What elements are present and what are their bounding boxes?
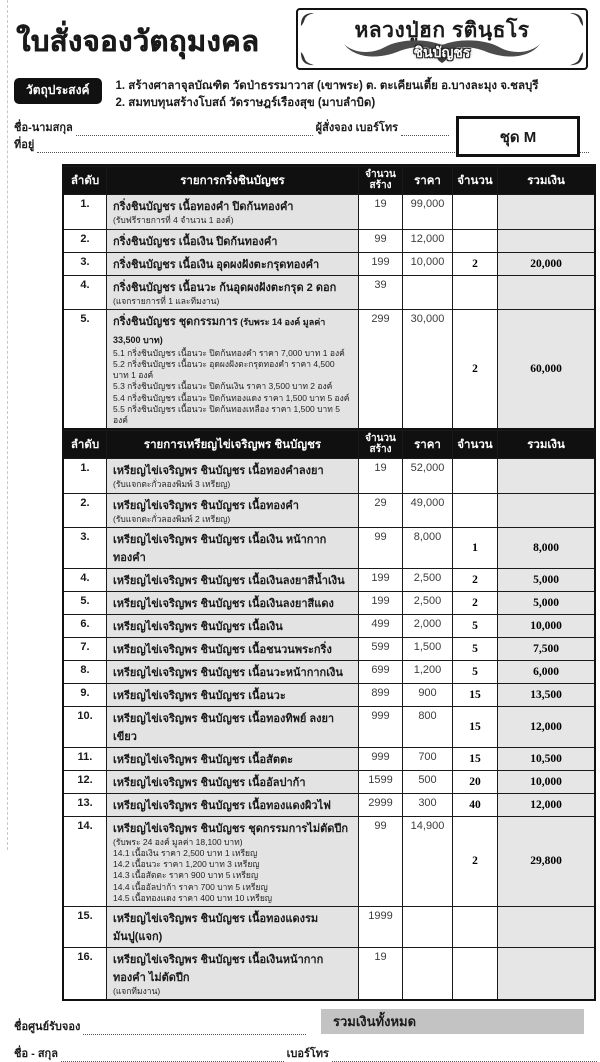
made-count-cell: 199 [358, 591, 402, 614]
column-header-line: ลำดับ [70, 174, 100, 187]
row-number-cell: 14. [64, 816, 106, 906]
made-count-cell: 999 [358, 747, 402, 770]
table-row [64, 493, 594, 527]
line-total-cell[interactable] [497, 275, 594, 309]
item-name: เหรียญไข่เจริญพร ชินบัญชร เนื้อทองคำลงยา [113, 465, 324, 478]
table-row [64, 458, 594, 492]
table-row [64, 275, 594, 309]
item-name: กริ่งชินบัญชร ชุดกรรมการ (รับพระ 14 องค์ มูลค่า 33,500 บาท) [113, 315, 326, 345]
purpose-item: 1. สร้างศาลาจุลบัณฑิต วัดป่าธรรมาวาส (เขาพระ) ต. ตะเคียนเตี้ย อ.บางละมุง จ.ชลบุรี [115, 80, 539, 92]
row-number-cell: 2. [64, 493, 106, 527]
item-description-cell [106, 660, 358, 683]
item-name: กริ่งชินบัญชร เนื้อเงิน อุดผงฝังตะกรุดทองคำ [113, 258, 320, 271]
price-cell: 12,000 [402, 229, 452, 252]
made-count-cell: 2999 [358, 793, 402, 816]
name-input-line[interactable] [76, 122, 313, 136]
item-name: กริ่งชินบัญชร เนื้อทองคำ ปิดก้นทองคำ [113, 201, 294, 214]
row-number-cell: 13. [64, 793, 106, 816]
item-subline: 5.1 กริ่งชินบัญชร เนื้อนวะ ปิดก้นทองคำ ราคา 7,000 บาท 1 องค์ [113, 347, 345, 358]
quantity-entry-cell[interactable]: 2 [452, 252, 497, 275]
item-name: เหรียญไข่เจริญพร ชินบัญชร เนื้อเงิน [113, 620, 283, 633]
page-title: ใบสั่งจองวัตถุมงคล [16, 26, 260, 58]
quantity-entry-cell[interactable] [452, 947, 497, 999]
column-header-line: ราคา [414, 438, 441, 451]
line-total-cell[interactable]: 10,000 [497, 770, 594, 793]
column-header-line: จำนวน [457, 438, 493, 451]
booking-center-input-line[interactable] [83, 1021, 306, 1035]
monk-name-box [296, 8, 588, 70]
booking-center-label: ชื่อศูนย์รับจอง [14, 1021, 81, 1034]
quantity-entry-cell[interactable]: 40 [452, 793, 497, 816]
item-description-cell [106, 527, 358, 568]
item-name: เหรียญไข่เจริญพร ชินบัญชร เนื้อสัตตะ [113, 753, 294, 766]
quantity-entry-cell[interactable]: 15 [452, 706, 497, 747]
line-total-cell[interactable] [497, 947, 594, 999]
item-subline: 5.5 กริ่งชินบัญชร เนื้อนวะ ปิดก้นทองเหลือง ราคา 1,500 บาท 5 องค์ [113, 403, 341, 426]
made-count-cell: 1599 [358, 770, 402, 793]
table-row [64, 614, 594, 637]
row-number-cell: 4. [64, 568, 106, 591]
table-row [64, 683, 594, 706]
line-total-cell[interactable]: 12,000 [497, 793, 594, 816]
quantity-entry-cell[interactable]: 2 [452, 591, 497, 614]
coin-order-table [62, 430, 596, 1001]
table-row [64, 194, 594, 228]
item-subline: 14.1 เนื้อเงิน ราคา 2,500 บาท 1 เหรียญ [113, 847, 258, 858]
table-row [64, 637, 594, 660]
price-cell: 52,000 [402, 458, 452, 492]
column-header-line: จำนวน [365, 169, 396, 181]
price-cell: 14,900 [402, 816, 452, 906]
quantity-entry-cell[interactable] [452, 229, 497, 252]
line-total-cell[interactable]: 8,000 [497, 527, 594, 568]
item-description-cell [106, 458, 358, 492]
line-total-cell[interactable]: 7,500 [497, 637, 594, 660]
price-cell: 2,500 [402, 591, 452, 614]
item-description-cell [106, 683, 358, 706]
table-row [64, 527, 594, 568]
line-total-cell[interactable]: 20,000 [497, 252, 594, 275]
column-header-line: สร้าง [369, 443, 392, 455]
item-description-cell [106, 229, 358, 252]
column-header [452, 166, 497, 194]
quantity-entry-cell[interactable]: 5 [452, 637, 497, 660]
made-count-cell: 39 [358, 275, 402, 309]
row-number-cell: 3. [64, 527, 106, 568]
item-description-cell [106, 793, 358, 816]
row-number-cell: 5. [64, 309, 106, 429]
price-cell: 2,500 [402, 568, 452, 591]
item-description-cell [106, 493, 358, 527]
price-cell: 800 [402, 706, 452, 747]
table-row [64, 906, 594, 947]
price-cell: 500 [402, 770, 452, 793]
column-header [358, 166, 402, 194]
table-row [64, 309, 594, 429]
made-count-cell: 599 [358, 637, 402, 660]
item-description-cell [106, 309, 358, 429]
made-count-cell: 99 [358, 229, 402, 252]
price-cell: 700 [402, 747, 452, 770]
column-header [497, 166, 594, 194]
row-number-cell: 1. [64, 458, 106, 492]
item-name: เหรียญไข่เจริญพร ชินบัญชร เนื้อนวะหน้ากากเงิน [113, 666, 343, 679]
line-total-cell[interactable]: 10,000 [497, 614, 594, 637]
item-subline: (แจกรายการที่ 1 และทีมงาน) [113, 295, 220, 306]
item-name: เหรียญไข่เจริญพร ชินบัญชร เนื้อเงินลงยาสีแดง [113, 597, 334, 610]
monk-name: หลวงปู่ฮก รตินฺธโร [354, 19, 530, 42]
column-header-line: จำนวน [365, 433, 396, 445]
grand-total-band: รวมเงินทั้งหมด [321, 1009, 584, 1034]
item-name: กริ่งชินบัญชร เนื้อนวะ ก้นอุดผงฝังตะกรุด 2 ดอก [113, 281, 337, 294]
quantity-entry-cell[interactable] [452, 458, 497, 492]
column-header [402, 166, 452, 194]
orderer-info-section [14, 119, 592, 159]
made-count-cell: 199 [358, 568, 402, 591]
item-name: เหรียญไข่เจริญพร ชินบัญชร เนื้อเงิน หน้ากากทองคำ [113, 533, 327, 564]
made-count-cell: 99 [358, 527, 402, 568]
line-total-cell[interactable]: 12,000 [497, 706, 594, 747]
item-description-cell [106, 816, 358, 906]
row-number-cell: 10. [64, 706, 106, 747]
line-total-cell[interactable]: 10,500 [497, 747, 594, 770]
column-header-line: ราคา [414, 174, 441, 187]
orderer-phone-label: ผู้สั่งจอง เบอร์โทร [315, 122, 398, 135]
quantity-entry-cell[interactable] [452, 194, 497, 228]
price-cell [402, 906, 452, 947]
row-number-cell: 12. [64, 770, 106, 793]
item-description-cell [106, 614, 358, 637]
price-cell: 10,000 [402, 252, 452, 275]
footer-phone-label: เบอร์โทร [286, 1048, 329, 1061]
footer-name-input-line[interactable] [61, 1048, 284, 1062]
item-description-cell [106, 568, 358, 591]
item-description-cell [106, 637, 358, 660]
item-name: เหรียญไข่เจริญพร ชินบัญชร เนื้อทองทิพย์ ลงยาเขียว [113, 712, 335, 743]
quantity-entry-cell[interactable]: 15 [452, 683, 497, 706]
made-count-cell: 499 [358, 614, 402, 637]
column-header [106, 430, 358, 458]
table-row [64, 793, 594, 816]
item-name: เหรียญไข่เจริญพร ชินบัญชร เนื้อเงินลงยาสีน้ำเงิน [113, 574, 345, 587]
column-header-line: ลำดับ [70, 438, 100, 451]
row-number-cell: 5. [64, 591, 106, 614]
row-number-cell: 7. [64, 637, 106, 660]
line-total-cell[interactable]: 29,800 [497, 816, 594, 906]
table-row [64, 660, 594, 683]
item-description-cell [106, 947, 358, 999]
table-row [64, 706, 594, 747]
row-number-cell: 6. [64, 614, 106, 637]
quantity-entry-cell[interactable]: 2 [452, 568, 497, 591]
made-count-cell: 99 [358, 816, 402, 906]
item-subline: 14.5 เนื้อทองแดง ราคา 400 บาท 10 เหรียญ [113, 892, 273, 903]
purpose-section [14, 78, 592, 111]
quantity-entry-cell[interactable]: 15 [452, 747, 497, 770]
column-header-line: รายการกริ่งชินบัญชร [180, 174, 285, 187]
table-row [64, 591, 594, 614]
price-cell: 99,000 [402, 194, 452, 228]
line-total-cell[interactable] [497, 458, 594, 492]
row-number-cell: 1. [64, 194, 106, 228]
price-cell: 49,000 [402, 493, 452, 527]
quantity-entry-cell[interactable] [452, 906, 497, 947]
made-count-cell: 29 [358, 493, 402, 527]
item-description-cell [106, 591, 358, 614]
column-header [106, 166, 358, 194]
item-description-cell [106, 252, 358, 275]
line-total-cell[interactable]: 5,000 [497, 591, 594, 614]
quantity-entry-cell[interactable]: 5 [452, 660, 497, 683]
table-header-row [64, 166, 594, 194]
quantity-entry-cell[interactable]: 20 [452, 770, 497, 793]
table-row [64, 252, 594, 275]
item-name: เหรียญไข่เจริญพร ชินบัญชร เนื้ออัลปาก้า [113, 776, 306, 789]
quantity-entry-cell[interactable]: 2 [452, 309, 497, 429]
item-subline: (รับฟรีรายการที่ 4 จำนวน 1 องค์) [113, 215, 234, 226]
item-description-cell [106, 194, 358, 228]
quantity-entry-cell[interactable]: 1 [452, 527, 497, 568]
line-total-cell[interactable]: 6,000 [497, 660, 594, 683]
column-header-line: จำนวน [457, 174, 493, 187]
column-header [64, 166, 106, 194]
price-cell [402, 947, 452, 999]
made-count-cell: 19 [358, 947, 402, 999]
table-row [64, 229, 594, 252]
item-description-cell [106, 770, 358, 793]
row-number-cell: 16. [64, 947, 106, 999]
price-cell: 30,000 [402, 309, 452, 429]
item-name: เหรียญไข่เจริญพร ชินบัญชร เนื้อเงินหน้ากากทองคำ ไม่ตัดปีก [113, 954, 324, 985]
header [14, 6, 592, 72]
made-count-cell: 1999 [358, 906, 402, 947]
price-cell: 8,000 [402, 527, 452, 568]
table-row [64, 816, 594, 906]
item-subline: (รับแจกตะกั่วลองพิมพ์ 3 เหรียญ) [113, 479, 231, 490]
column-header [497, 430, 594, 458]
phone-input-line[interactable] [401, 122, 449, 136]
row-number-cell: 8. [64, 660, 106, 683]
price-cell: 1,200 [402, 660, 452, 683]
item-description-cell [106, 906, 358, 947]
row-number-cell: 11. [64, 747, 106, 770]
item-name: เหรียญไข่เจริญพร ชินบัญชร เนื้อทองแดงผิวไฟ [113, 799, 331, 812]
line-total-cell[interactable] [497, 906, 594, 947]
item-subline: (รับพระ 24 องค์ มูลค่า 18,100 บาท) [113, 836, 243, 847]
quantity-entry-cell[interactable] [452, 493, 497, 527]
footer [14, 1009, 592, 1062]
item-name: เหรียญไข่เจริญพร ชินบัญชร เนื้อทองแดงรมมันปู(แจก) [113, 913, 319, 944]
column-header-line: รายการเหรียญไข่เจริญพร ชินบัญชร [143, 438, 322, 451]
column-header-line: รวมเงิน [527, 174, 565, 187]
row-number-cell: 2. [64, 229, 106, 252]
address-label: ที่อยู่ [14, 139, 35, 152]
table-row [64, 947, 594, 999]
made-count-cell: 199 [358, 252, 402, 275]
line-total-cell[interactable]: 13,500 [497, 683, 594, 706]
price-cell [402, 275, 452, 309]
item-subline: (แจกทีมงาน) [113, 986, 161, 997]
name-label: ชื่อ-นามสกุล [14, 122, 73, 135]
item-name: เหรียญไข่เจริญพร ชินบัญชร เนื้อนวะ [113, 689, 286, 702]
purpose-lines [116, 78, 539, 111]
item-description-cell [106, 275, 358, 309]
line-total-cell[interactable] [497, 493, 594, 527]
line-total-cell[interactable]: 60,000 [497, 309, 594, 429]
footer-name-label: ชื่อ - สกุล [14, 1048, 58, 1061]
made-count-cell: 19 [358, 194, 402, 228]
row-number-cell: 15. [64, 906, 106, 947]
purpose-label: วัตถุประสงค์ [14, 78, 102, 104]
footer-phone-input-line[interactable] [332, 1048, 597, 1062]
table-row [64, 747, 594, 770]
column-header [452, 430, 497, 458]
item-subline: 5.3 กริ่งชินบัญชร เนื้อนวะ ปิดก้นเงิน ราคา 3,500 บาท 2 องค์ [113, 381, 333, 392]
table-row [64, 568, 594, 591]
made-count-cell: 299 [358, 309, 402, 429]
item-subline: 14.4 เนื้ออัลปาก้า ราคา 700 บาท 5 เหรียญ [113, 881, 268, 892]
price-cell: 1,500 [402, 637, 452, 660]
column-header-line: สร้าง [369, 179, 392, 191]
line-total-cell[interactable]: 5,000 [497, 568, 594, 591]
row-number-cell: 9. [64, 683, 106, 706]
line-total-cell[interactable] [497, 194, 594, 228]
kring-order-table [62, 164, 596, 430]
item-name: เหรียญไข่เจริญพร ชินบัญชร เนื้อชนวนพระกริ่ง [113, 643, 332, 656]
item-subline: 14.2 เนื้อนวะ ราคา 1,200 บาท 3 เหรียญ [113, 859, 260, 870]
series-name: ชินบัญชร [413, 44, 471, 60]
item-subline: 5.4 กริ่งชินบัญชร เนื้อนวะ ปิดก้นทองแดง ราคา 1,500 บาท 5 องค์ [113, 392, 350, 403]
item-name: เหรียญไข่เจริญพร ชินบัญชร ชุดกรรมการไม่ตัดปีก [113, 822, 349, 835]
column-header [64, 430, 106, 458]
column-header-line: รวมเงิน [527, 438, 565, 451]
column-header [358, 430, 402, 458]
set-m-box: ชุด M [456, 116, 580, 157]
line-total-cell[interactable] [497, 229, 594, 252]
item-name: กริ่งชินบัญชร เนื้อเงิน ปิดก้นทองคำ [113, 235, 278, 248]
made-count-cell: 19 [358, 458, 402, 492]
item-name: เหรียญไข่เจริญพร ชินบัญชร เนื้อทองคำ [113, 499, 299, 512]
row-number-cell: 4. [64, 275, 106, 309]
purpose-item: 2. สมทบทุนสร้างโบสถ์ วัดราษฎร์เรืองสุข (มาบลำบิด) [115, 96, 376, 109]
item-subline: 14.3 เนื้อสัตตะ ราคา 900 บาท 5 เหรียญ [113, 870, 259, 881]
row-number-cell: 3. [64, 252, 106, 275]
price-cell: 300 [402, 793, 452, 816]
item-subline: 5.2 กริ่งชินบัญชร เนื้อนวะ อุดผงฝังตะกรุดทองคำ ราคา 4,500 บาท 1 องค์ [113, 359, 335, 381]
made-count-cell: 999 [358, 706, 402, 747]
made-count-cell: 899 [358, 683, 402, 706]
corner-ornament-icon [300, 12, 315, 27]
table-header-row [64, 430, 594, 458]
item-description-cell [106, 747, 358, 770]
item-description-cell [106, 706, 358, 747]
quantity-entry-cell[interactable]: 5 [452, 614, 497, 637]
quantity-entry-cell[interactable]: 2 [452, 816, 497, 906]
corner-ornament-icon [569, 12, 584, 27]
quantity-entry-cell[interactable] [452, 275, 497, 309]
item-subline: (รับแจกตะกั่วลองพิมพ์ 2 เหรียญ) [113, 513, 231, 524]
made-count-cell: 699 [358, 660, 402, 683]
item-name-note: (รับพระ 14 องค์ มูลค่า 33,500 บาท) [113, 316, 326, 345]
price-cell: 900 [402, 683, 452, 706]
table-row [64, 770, 594, 793]
price-cell: 2,000 [402, 614, 452, 637]
column-header [402, 430, 452, 458]
